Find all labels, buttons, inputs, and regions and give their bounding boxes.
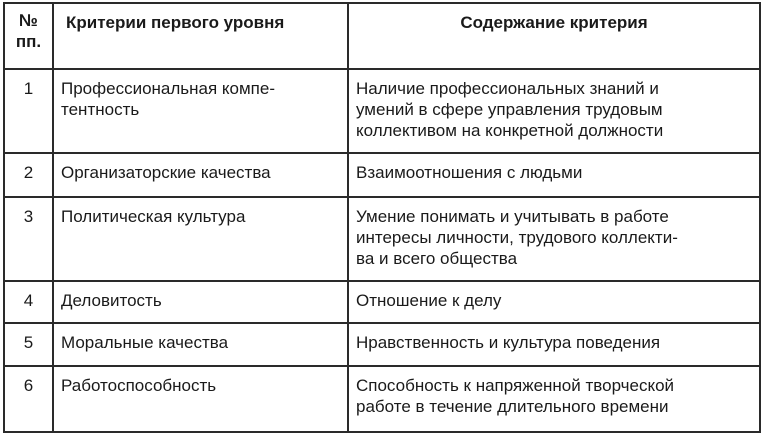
table-row bbox=[4, 281, 760, 323]
table-row bbox=[4, 366, 760, 432]
criteria-cell bbox=[53, 153, 348, 197]
criteria-cell bbox=[53, 69, 348, 153]
content-text-line: интересы личности, трудового коллекти- bbox=[356, 228, 678, 247]
row-number: 6 bbox=[4, 366, 53, 432]
content-text-line: Отношение к делу bbox=[356, 291, 502, 310]
content-cell bbox=[348, 323, 760, 366]
header-number bbox=[4, 3, 53, 69]
table-row bbox=[4, 153, 760, 197]
criteria-cell bbox=[53, 323, 348, 366]
header-criteria: Критерии первого уровня bbox=[53, 3, 348, 69]
content-cell bbox=[348, 281, 760, 323]
criteria-text-line: тентность bbox=[61, 100, 140, 119]
header-content: Содержание критерия bbox=[348, 3, 760, 69]
row-number: 5 bbox=[4, 323, 53, 366]
criteria-cell bbox=[53, 281, 348, 323]
content-cell bbox=[348, 69, 760, 153]
table-row bbox=[4, 197, 760, 281]
criteria-text-line: Деловитость bbox=[61, 291, 162, 310]
row-number: 4 bbox=[4, 281, 53, 323]
content-cell bbox=[348, 366, 760, 432]
table-row bbox=[4, 69, 760, 153]
content-text-line: Взаимоотношения с людьми bbox=[356, 163, 583, 182]
content-cell bbox=[348, 197, 760, 281]
row-number: 1 bbox=[4, 69, 53, 153]
row-number: 2 bbox=[4, 153, 53, 197]
content-text-line: умений в сфере управления трудовым bbox=[356, 100, 663, 119]
content-text-line: ва и всего общества bbox=[356, 249, 518, 268]
criteria-text-line: Профессиональная компе- bbox=[61, 79, 276, 98]
criteria-text-line: Политическая культура bbox=[61, 207, 246, 226]
criteria-text-line: Моральные качества bbox=[61, 333, 229, 352]
criteria-cell bbox=[53, 197, 348, 281]
row-number: 3 bbox=[4, 197, 53, 281]
content-text-line: Нравственность и культура поведения bbox=[356, 333, 661, 352]
content-text-line: работе в течение длительного времени bbox=[356, 397, 669, 416]
table-header-row bbox=[4, 3, 760, 69]
criteria-text-line: Работоспособность bbox=[61, 376, 217, 395]
content-text-line: Умение понимать и учитывать в работе bbox=[356, 207, 669, 226]
criteria-table bbox=[3, 2, 761, 433]
criteria-table-container bbox=[3, 2, 759, 418]
criteria-cell bbox=[53, 366, 348, 432]
header-number-symbol: № bbox=[19, 11, 38, 30]
content-cell bbox=[348, 153, 760, 197]
content-text-line: Способность к напряженной творческой bbox=[356, 376, 675, 395]
content-text-line: коллективом на конкретной должности bbox=[356, 121, 664, 140]
table-row bbox=[4, 323, 760, 366]
content-text-line: Наличие профессиональных знаний и bbox=[356, 79, 659, 98]
criteria-text-line: Организаторские качества bbox=[61, 163, 271, 182]
header-number-abbr: пп. bbox=[15, 32, 42, 51]
